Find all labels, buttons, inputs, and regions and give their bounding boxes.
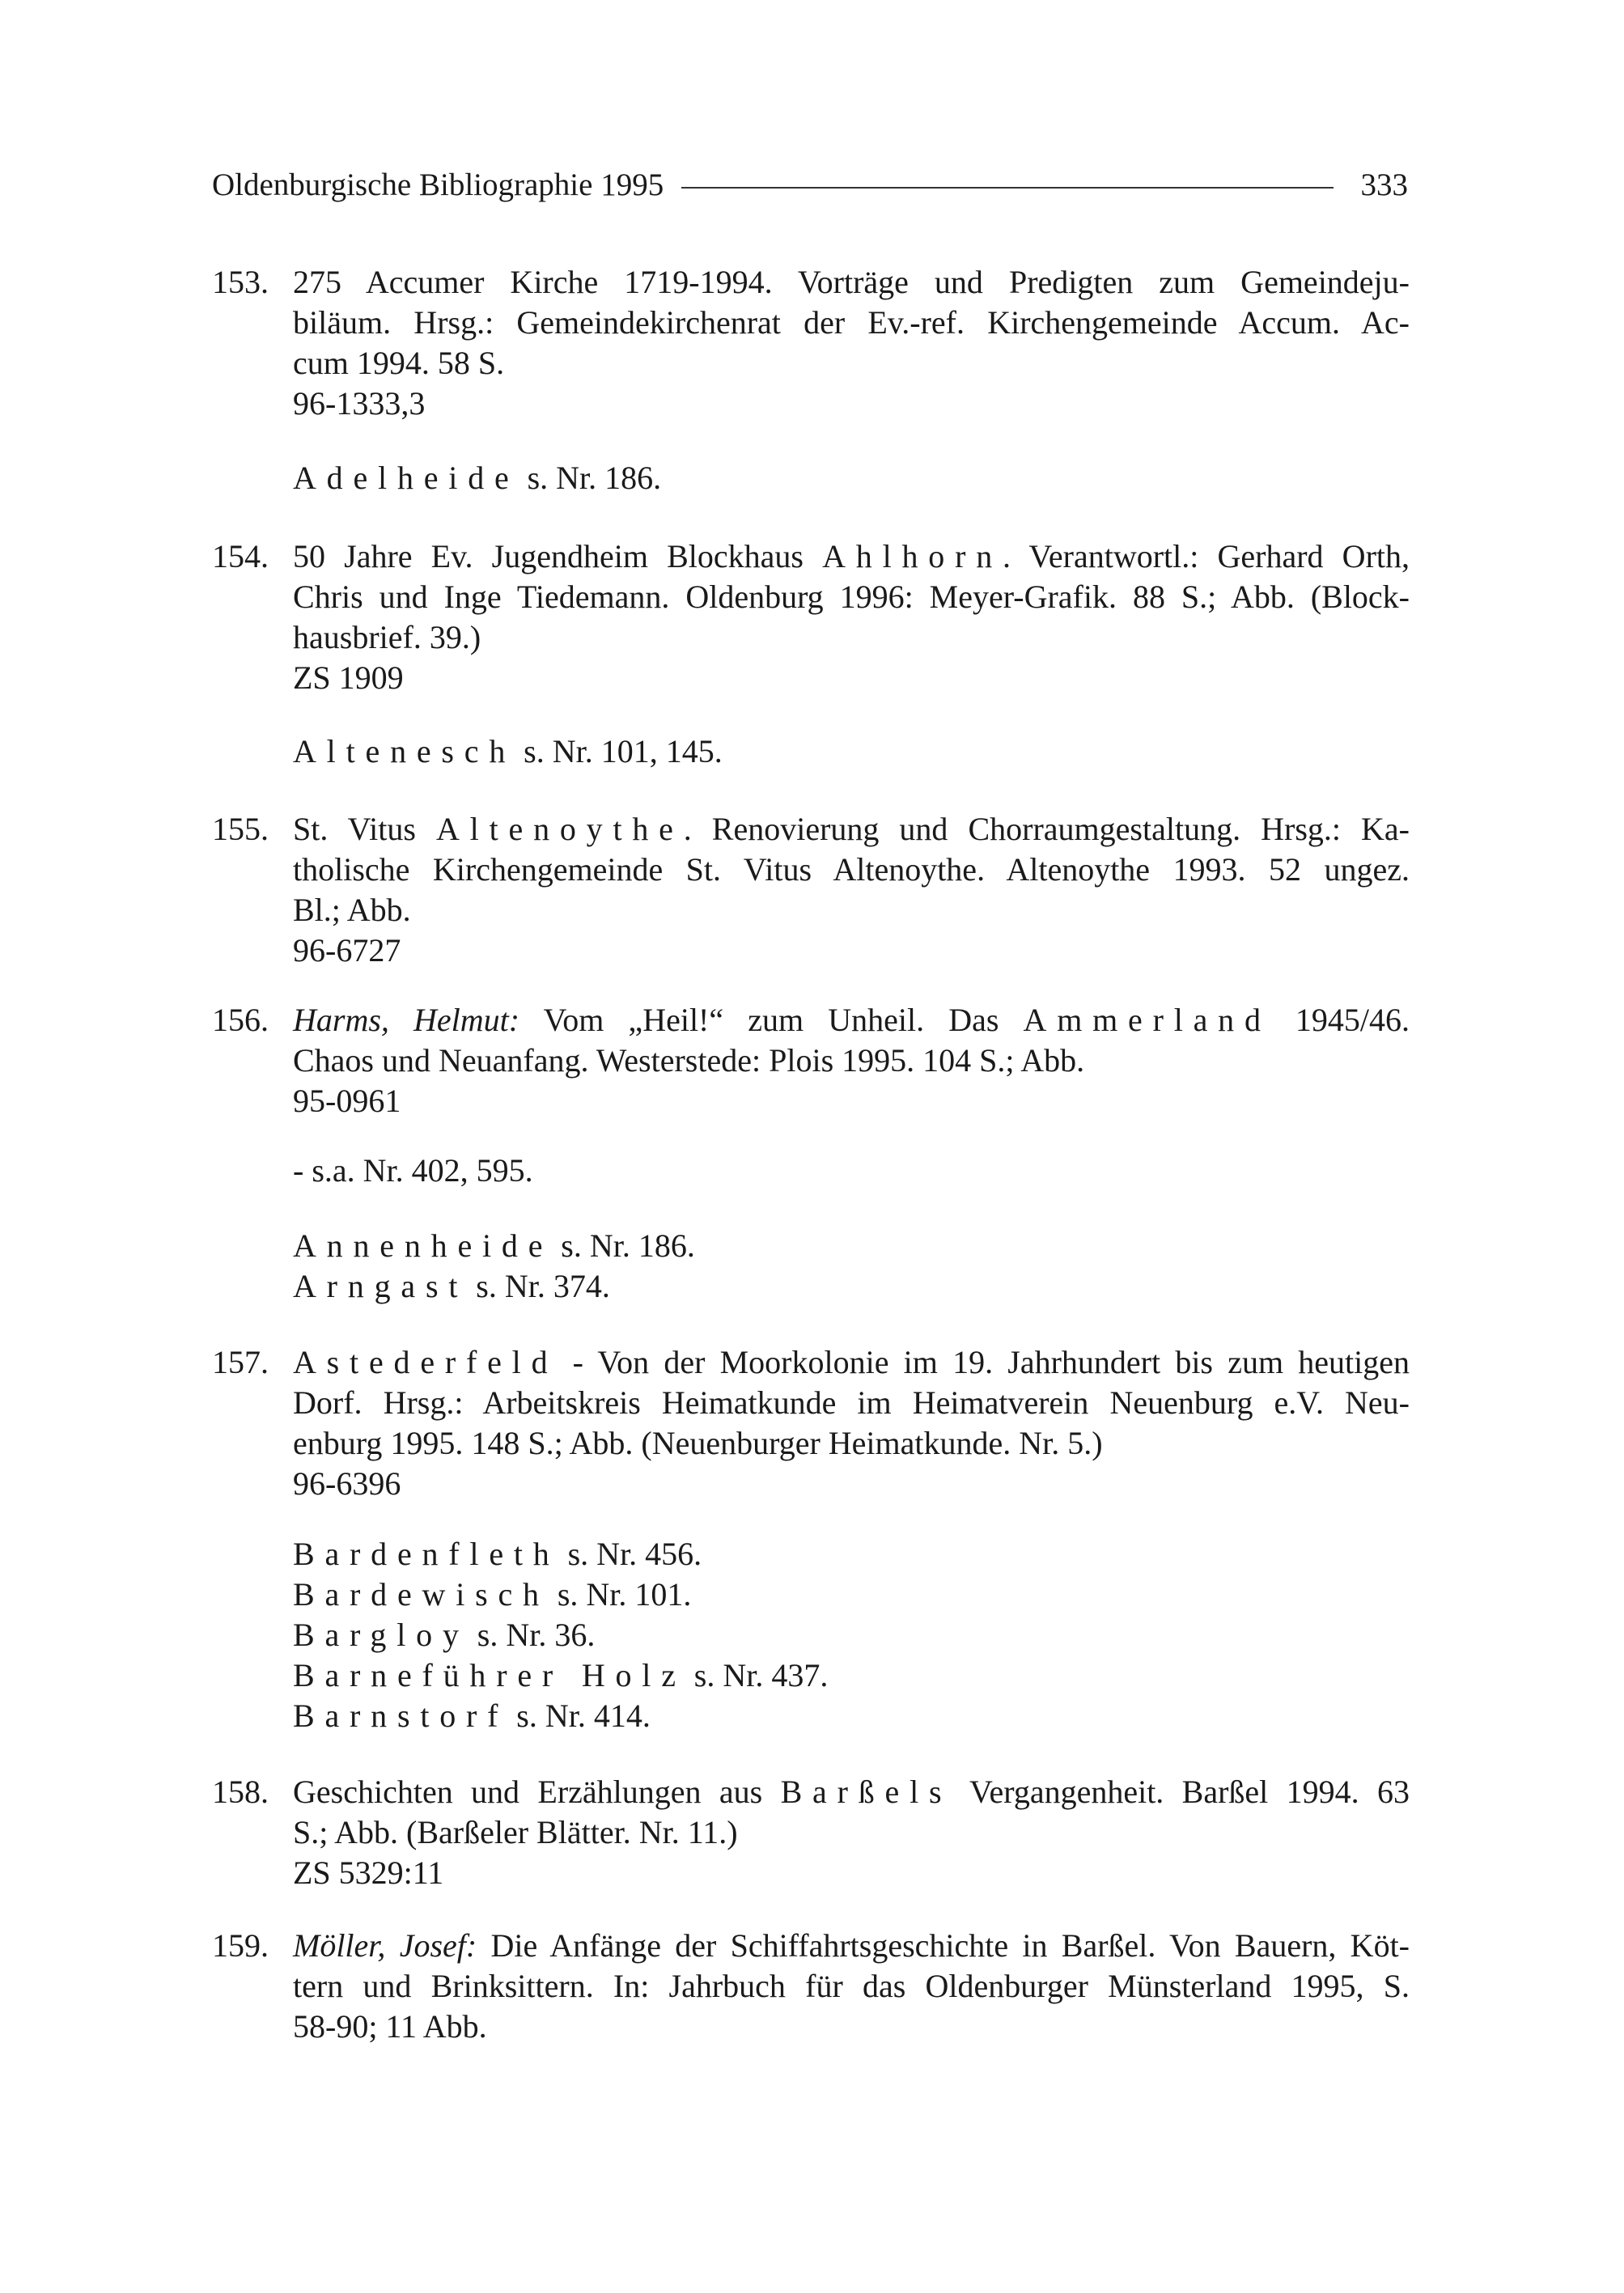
entry-155 [212,809,1410,971]
shelf-mark: 96-6727 [293,932,401,968]
place-name: Barnstorf [293,1697,509,1734]
cross-reference-altenesch [293,731,1410,772]
entry-text [293,1772,1410,1893]
entry-154 [212,536,1410,698]
entry-number: 154. [212,538,269,574]
place-name: Arngast [293,1268,469,1304]
place-name: Barßels [780,1774,952,1810]
reference: s. Nr. 36. [477,1617,596,1653]
entry-line: Chris und Inge Tiedemann. Oldenburg 1996: Meyer-Grafik. 88 S.; Abb. (Block- [293,579,1410,615]
header-title: Oldenburgische Bibliographie 1995 [212,167,664,202]
reference: s. Nr. 186. [561,1227,695,1264]
entry-159 [212,1926,1410,2047]
entry-158 [212,1772,1410,1893]
entry-text [293,1342,1410,1504]
reference: s. Nr. 414. [516,1697,651,1734]
text-run: St. Vitus [293,811,416,847]
text-run: . Verantwortl.: Gerhard Orth, [1003,538,1410,574]
place-name: Altenesch [293,733,516,769]
entry-line: enburg 1995. 148 S.; Abb. (Neuenburger Heimatkunde. Nr. 5.) [293,1425,1103,1461]
entry-line: tern und Brinksittern. In: Jahrbuch für das Oldenburger Münsterland 1995, S. [293,1968,1410,2004]
entry-153 [212,262,1410,424]
entry-number: 158. [212,1774,269,1810]
shelf-mark: ZS 5329:11 [293,1854,444,1891]
author-name: Harms, Helmut: [293,1002,520,1038]
cross-reference-bargloy [293,1615,1410,1655]
entry-line [293,1000,1410,1041]
entry-text [293,1000,1410,1121]
entry-text [293,809,1410,971]
reference: s. Nr. 374. [476,1268,610,1304]
reference: s. Nr. 101, 145. [524,733,723,769]
entry-number: 156. [212,1002,269,1038]
entry-number: 157. [212,1344,269,1380]
entry-line: Bl.; Abb. [293,892,411,928]
entry-line [293,536,1410,577]
entry-text [293,262,1410,424]
header-rule [681,187,1334,189]
page-number: 333 [1360,167,1408,202]
shelf-mark: 95-0961 [293,1083,401,1119]
entry-line [293,1342,1410,1383]
place-name: Altenoythe [436,811,684,847]
place-name: Ammerland [1023,1002,1271,1038]
entry-line: hausbrief. 39.) [293,619,481,655]
entry-number: 159. [212,1927,269,1964]
reference: s. Nr. 437. [693,1657,829,1693]
cross-reference-barnefuehrer-holz [293,1655,1410,1696]
entry-number: 153. [212,264,269,300]
text-run: 50 Jahre Ev. Jugendheim Blockhaus [293,538,804,574]
place-name: Bargloy [293,1617,469,1653]
reference: - s.a. Nr. 402, 595. [293,1152,533,1189]
entry-line: Chaos und Neuanfang. Westerstede: Plois 1995. 104 S.; Abb. [293,1042,1085,1079]
cross-reference-arngast [293,1266,1410,1307]
entry-line: 275 Accumer Kirche 1719-1994. Vorträge und Predigten zum Gemeindeju- [293,264,1410,300]
entry-line: cum 1994. 58 S. [293,345,505,381]
entry-line: Dorf. Hrsg.: Arbeitskreis Heimatkunde im Heimatverein Neuenburg e.V. Neu- [293,1384,1410,1421]
cross-reference-adelheide [293,458,1410,498]
place-name: Bardenfleth [293,1536,560,1572]
entry-line [293,1772,1410,1812]
entry-line [293,1926,1410,1966]
author-name: Möller, Josef: [293,1927,477,1964]
place-name: Astederfeld [293,1344,558,1380]
place-name: Barneführer Holz [293,1657,686,1693]
entry-line: biläum. Hrsg.: Gemeindekirchenrat der Ev.-ref. Kirchengemeinde Accum. Ac- [293,304,1410,341]
place-name: Annenheide [293,1227,553,1264]
text-run: . Renovierung und Chorraumgestaltung. Hrsg.: Ka- [683,811,1410,847]
entry-157 [212,1342,1410,1504]
reference: s. Nr. 186. [527,460,662,496]
entry-line: 58-90; 11 Abb. [293,2008,487,2045]
place-name: Adelheide [293,460,519,496]
text-run: Geschichten und Erzählungen aus [293,1774,763,1810]
cross-reference-barnstorf [293,1696,1410,1736]
entry-text [293,1926,1410,2047]
entry-line [293,809,1410,850]
entry-text [293,536,1410,698]
text-run: Die Anfänge der Schiffahrtsgeschichte in Barßel. Von Bauern, Köt- [490,1927,1410,1964]
cross-reference-bardewisch [293,1575,1410,1615]
text-run: - Von der Moorkolonie im 19. Jahrhundert bis zum heutigen [572,1344,1410,1380]
text-run: Vom „Heil!“ zum Unheil. Das [543,1002,999,1038]
place-name: Ahlhorn [822,538,1003,574]
reference: s. Nr. 456. [567,1536,702,1572]
cross-reference-bardenfleth [293,1534,1410,1575]
shelf-mark: ZS 1909 [293,659,404,696]
text-run: 1945/46. [1295,1002,1410,1038]
text-run: Vergangenheit. Barßel 1994. 63 [969,1774,1410,1810]
running-header [212,163,1408,207]
entry-line: S.; Abb. (Barßeler Blätter. Nr. 11.) [293,1814,738,1850]
entry-line: tholische Kirchengemeinde St. Vitus Altenoythe. Altenoythe 1993. 52 ungez. [293,851,1410,888]
entry-number: 155. [212,811,269,847]
see-also-reference [293,1151,1410,1191]
entry-156 [212,1000,1410,1121]
cross-reference-annenheide [293,1226,1410,1266]
place-name: Bardewisch [293,1576,549,1613]
shelf-mark: 96-1333,3 [293,385,426,422]
reference: s. Nr. 101. [557,1576,692,1613]
shelf-mark: 96-6396 [293,1465,401,1502]
